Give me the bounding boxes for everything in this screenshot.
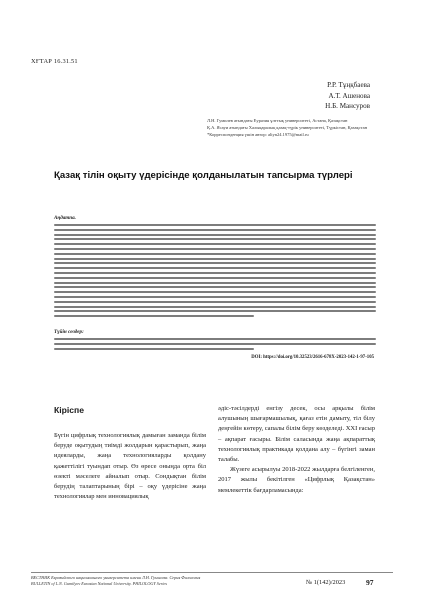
abstract-label: Аңдатпа.: [54, 215, 76, 221]
journal-name-en: BULLETIN of L.N. Gumilyov Eurasian National University. PHILOLOGY Series: [31, 581, 167, 587]
footer-divider: [31, 572, 393, 573]
page-number: 97: [366, 578, 374, 587]
keywords-label: Түйін сөздер:: [54, 328, 84, 335]
abstract-block: [54, 206, 376, 352]
intro-right-column: [218, 404, 375, 496]
text-line: [54, 282, 376, 284]
affiliations-block: [207, 117, 397, 139]
intro-left-column: Бүгін цифрлық технологиялық дамыған заманда білім беруде оқытудың тиімді жолдарын қарастырып, жаңа идеяларды, жаңа технологияларды қолдану қажеттілігі туындап отыр. Өз өресе оныңда орта біл өзекті мәселеге айналып отыр. Сондықтан білім берудің талаптарының бірі – оқу үдерісіне жаңа технологиялар мен инновациялық: [54, 432, 206, 501]
text-line: [54, 243, 376, 245]
journal-footer: [31, 575, 251, 587]
text-line: [54, 296, 376, 298]
author-2: А.Т. Ашенова: [328, 91, 370, 100]
udc-code: ХҒТАР 16.31.51: [31, 58, 78, 65]
text-line: [54, 253, 376, 255]
text-line: [54, 238, 376, 240]
intro-heading: Кіріспе: [54, 405, 85, 415]
text-line: [54, 301, 376, 303]
text-line: [54, 315, 254, 317]
text-line: [54, 258, 376, 260]
affiliation-1: Л.Н. Гумилев атындағы Еуразия ұлттық университеті, Астана, Қазақстан: [207, 118, 348, 123]
journal-name-ru: ВЕСТНИК Евразийского национального университета имени Л.Н. Гумилева. Серия Филология: [31, 575, 201, 580]
issue-number: № 1(142)/2023: [306, 579, 346, 586]
abstract-lines: [54, 224, 376, 317]
article-title: Қазақ тілін оқыту үдерісінде қолданылатын тапсырма түрлері: [54, 170, 353, 181]
text-line: [54, 291, 376, 293]
text-line: [54, 310, 376, 312]
text-line: [54, 348, 254, 350]
abstract-text: [54, 206, 376, 317]
text-line: [54, 343, 376, 345]
text-line: [54, 338, 376, 340]
affiliation-2: Қ.А. Ясауи атындағы Халықаралық қазақ-түрік университеті, Түркістан, Қазақстан: [207, 125, 368, 131]
text-line: [54, 262, 376, 264]
text-line: [54, 286, 376, 288]
text-line: [54, 229, 376, 231]
text-line: [54, 234, 376, 236]
text-line: [54, 272, 376, 274]
text-line: [54, 306, 376, 308]
intro-right-paragraph: Жүзеге асырылуы 2018-2022 жылдарға белгіленген, 2017 жылы бекітілген «Цифрлық Қазақстан» мемлекеттік бағдарламасында:: [218, 466, 375, 494]
text-line: [54, 267, 376, 269]
corresponding-author: *Корреспонденция үшін автор: aliyn24.1975@mail.ru: [207, 132, 309, 138]
keywords-lines: [54, 338, 376, 350]
text-line: [54, 248, 376, 250]
text-line: [54, 224, 376, 226]
author-1: Р.Р. Тұңқбаева: [327, 81, 370, 89]
keywords-text: [54, 320, 376, 350]
text-line: [54, 277, 376, 279]
intro-right-paragraph: әдіс-тәсілдерді енгізу десек, осы арқылы білім алушының шығармашылық, қағаз етін дамыту, тіл білу деңгейін көтеру, сапалы білім беру көзделеді. XXI ғасыр – ақпарат ғасыры. Білім саласында жаңа ақпараттық технологиялық практикада қолдана алу – бүгінгі заман талабы.: [218, 405, 375, 464]
doi-link[interactable]: DOI: https://doi.org/10.32523/2616-678X-2023-142-1-97-105: [251, 355, 374, 360]
author-3: Н.Б. Мансуров: [325, 102, 370, 111]
authors-block: [325, 80, 370, 112]
